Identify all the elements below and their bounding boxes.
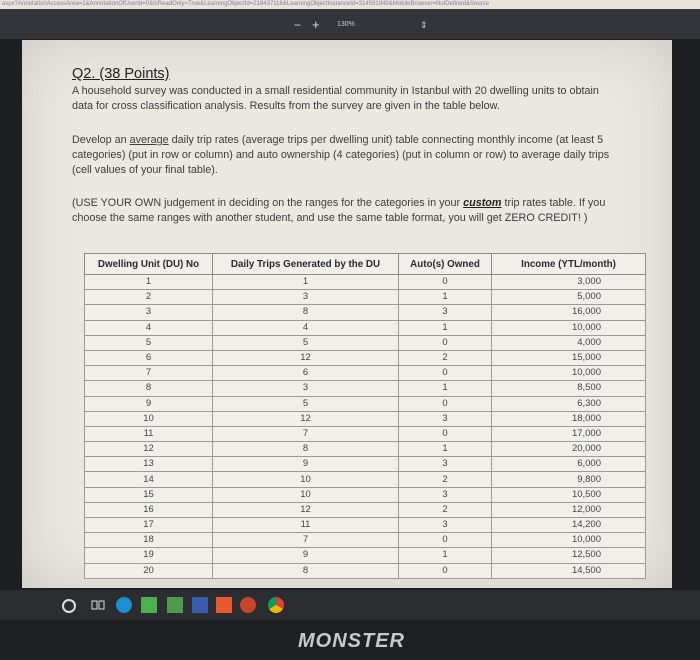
taskbar bbox=[0, 590, 700, 620]
cell-autos: 2 bbox=[399, 350, 492, 365]
table-row bbox=[85, 457, 646, 472]
files-icon[interactable] bbox=[167, 597, 183, 613]
cell-income: 12,000 bbox=[492, 502, 646, 517]
table-row bbox=[85, 305, 646, 320]
cell-du-no: 19 bbox=[85, 548, 213, 563]
cell-du-no: 3 bbox=[85, 305, 213, 320]
cell-du-no: 15 bbox=[85, 487, 213, 502]
note-text-emphasis: custom bbox=[463, 197, 502, 209]
edge-icon[interactable] bbox=[116, 597, 132, 613]
zoom-in-button[interactable]: + bbox=[312, 17, 320, 32]
cell-autos: 1 bbox=[399, 548, 492, 563]
cell-daily-trips: 9 bbox=[213, 457, 399, 472]
cell-du-no: 5 bbox=[85, 335, 213, 350]
table-row bbox=[85, 335, 646, 350]
cell-autos: 3 bbox=[399, 457, 492, 472]
cell-income: 15,000 bbox=[492, 350, 646, 365]
table-row bbox=[85, 502, 646, 517]
cell-du-no: 18 bbox=[85, 533, 213, 548]
cell-income: 10,000 bbox=[492, 366, 646, 381]
cell-daily-trips: 12 bbox=[213, 502, 399, 517]
cell-du-no: 16 bbox=[85, 502, 213, 517]
cell-daily-trips: 12 bbox=[213, 350, 399, 365]
start-icon[interactable] bbox=[62, 599, 76, 613]
header-income: Income (YTL/month) bbox=[492, 254, 646, 275]
cell-income: 10,000 bbox=[492, 320, 646, 335]
cell-du-no: 9 bbox=[85, 396, 213, 411]
cell-autos: 3 bbox=[399, 411, 492, 426]
table-header-row bbox=[85, 254, 646, 275]
cell-du-no: 20 bbox=[85, 563, 213, 578]
word-icon[interactable] bbox=[192, 597, 208, 613]
cell-income: 10,000 bbox=[492, 533, 646, 548]
cell-income: 4,000 bbox=[492, 335, 646, 350]
cell-income: 16,000 bbox=[492, 305, 646, 320]
cell-income: 20,000 bbox=[492, 442, 646, 457]
table-row bbox=[85, 548, 646, 563]
cell-income: 3,000 bbox=[492, 275, 646, 290]
cell-du-no: 14 bbox=[85, 472, 213, 487]
cell-daily-trips: 10 bbox=[213, 472, 399, 487]
table-row bbox=[85, 381, 646, 396]
cell-income: 6,000 bbox=[492, 457, 646, 472]
cell-daily-trips: 7 bbox=[213, 426, 399, 441]
cell-autos: 0 bbox=[399, 426, 492, 441]
cell-autos: 1 bbox=[399, 320, 492, 335]
cell-daily-trips: 9 bbox=[213, 548, 399, 563]
cell-autos: 0 bbox=[399, 335, 492, 350]
cell-autos: 1 bbox=[399, 290, 492, 305]
table-row bbox=[85, 320, 646, 335]
cell-du-no: 7 bbox=[85, 366, 213, 381]
task-paragraph bbox=[72, 133, 612, 178]
cell-daily-trips: 3 bbox=[213, 290, 399, 305]
cell-du-no: 12 bbox=[85, 442, 213, 457]
table-row bbox=[85, 290, 646, 305]
table-row bbox=[85, 411, 646, 426]
cell-autos: 3 bbox=[399, 305, 492, 320]
cell-du-no: 1 bbox=[85, 275, 213, 290]
cell-income: 6,300 bbox=[492, 396, 646, 411]
cell-daily-trips: 8 bbox=[213, 563, 399, 578]
question-title: Q2. (38 Points) bbox=[72, 66, 170, 82]
cell-autos: 2 bbox=[399, 472, 492, 487]
table-row bbox=[85, 563, 646, 578]
task-text-underlined: average bbox=[129, 134, 169, 146]
cell-autos: 0 bbox=[399, 396, 492, 411]
task-text-pre: Develop an bbox=[72, 134, 130, 146]
cell-income: 8,500 bbox=[492, 381, 646, 396]
document-page bbox=[22, 40, 672, 588]
cell-daily-trips: 12 bbox=[213, 411, 399, 426]
cell-autos: 0 bbox=[399, 275, 492, 290]
cell-daily-trips: 5 bbox=[213, 396, 399, 411]
cell-du-no: 17 bbox=[85, 518, 213, 533]
powerpoint-icon[interactable] bbox=[240, 597, 256, 613]
cell-daily-trips: 5 bbox=[213, 335, 399, 350]
address-bar[interactable]: aspx?AnnotationAccessArea=1&AnnotationOfUserId=0&IsReadOnly=True&LearningObjectId=218437116&LearningObjectInstanceId=314591949&MobileBrowser=NotDefined&Source bbox=[0, 0, 700, 9]
monitor-bezel bbox=[0, 620, 700, 660]
task-text-post: daily trip rates (average trips per dwelling unit) table connecting monthly income (at least 5 categories) (put in row or column) and auto ownership (4 categories) (put in column or row) to average daily trips (cell values of your final table). bbox=[72, 134, 610, 176]
cell-daily-trips: 6 bbox=[213, 366, 399, 381]
table-row bbox=[85, 275, 646, 290]
cell-income: 12,500 bbox=[492, 548, 646, 563]
table-row bbox=[85, 396, 646, 411]
task-view-icon[interactable] bbox=[90, 597, 106, 613]
cell-autos: 1 bbox=[399, 442, 492, 457]
table-row bbox=[85, 487, 646, 502]
cell-autos: 2 bbox=[399, 502, 492, 517]
cell-autos: 3 bbox=[399, 487, 492, 502]
header-daily-trips: Daily Trips Generated by the DU bbox=[213, 254, 399, 275]
pdf-toolbar bbox=[0, 9, 700, 39]
cell-daily-trips: 8 bbox=[213, 442, 399, 457]
zoom-out-button[interactable]: − bbox=[294, 18, 302, 32]
table-row bbox=[85, 350, 646, 365]
header-autos-owned: Auto(s) Owned bbox=[399, 254, 492, 275]
chrome-icon[interactable] bbox=[268, 597, 284, 613]
cell-income: 18,000 bbox=[492, 411, 646, 426]
cell-du-no: 13 bbox=[85, 457, 213, 472]
cell-autos: 3 bbox=[399, 518, 492, 533]
table-row bbox=[85, 442, 646, 457]
cell-du-no: 4 bbox=[85, 320, 213, 335]
intro-paragraph: A household survey was conducted in a small residential community in Istanbul with 20 dwelling units to obtain data for cross classification analysis. Results from the survey are given in the table below. bbox=[72, 85, 599, 112]
cell-income: 17,000 bbox=[492, 426, 646, 441]
fit-page-icon[interactable]: ⇕ bbox=[420, 20, 428, 30]
cell-du-no: 11 bbox=[85, 426, 213, 441]
brand-logo: MONSTER bbox=[298, 630, 405, 652]
cell-income: 10,500 bbox=[492, 487, 646, 502]
cell-autos: 0 bbox=[399, 533, 492, 548]
cell-autos: 0 bbox=[399, 366, 492, 381]
cell-daily-trips: 11 bbox=[213, 518, 399, 533]
cell-income: 14,500 bbox=[492, 563, 646, 578]
cell-autos: 0 bbox=[399, 563, 492, 578]
cell-income: 5,000 bbox=[492, 290, 646, 305]
zoom-level[interactable]: 130% bbox=[337, 21, 355, 28]
table-row bbox=[85, 472, 646, 487]
table-body bbox=[85, 275, 646, 579]
cell-daily-trips: 1 bbox=[213, 275, 399, 290]
cell-du-no: 2 bbox=[85, 290, 213, 305]
header-dwelling-unit: Dwelling Unit (DU) No bbox=[85, 254, 213, 275]
survey-table bbox=[84, 253, 646, 579]
cell-daily-trips: 4 bbox=[213, 320, 399, 335]
table-row bbox=[85, 533, 646, 548]
cell-daily-trips: 10 bbox=[213, 487, 399, 502]
cell-income: 14,200 bbox=[492, 518, 646, 533]
store-icon[interactable] bbox=[141, 597, 157, 613]
note-text-pre: (USE YOUR OWN judgement in deciding on the ranges for the categories in your bbox=[72, 197, 464, 209]
table-row bbox=[85, 366, 646, 381]
table-row bbox=[85, 518, 646, 533]
cell-income: 9,800 bbox=[492, 472, 646, 487]
note-paragraph bbox=[72, 196, 607, 226]
cell-du-no: 6 bbox=[85, 350, 213, 365]
cell-du-no: 8 bbox=[85, 381, 213, 396]
cell-daily-trips: 8 bbox=[213, 305, 399, 320]
office-icon[interactable] bbox=[216, 597, 232, 613]
cell-daily-trips: 3 bbox=[213, 381, 399, 396]
cell-autos: 1 bbox=[399, 381, 492, 396]
table-row bbox=[85, 426, 646, 441]
cell-daily-trips: 7 bbox=[213, 533, 399, 548]
cell-du-no: 10 bbox=[85, 411, 213, 426]
note-text-post: trip rates table. If you choose the same ranges with another student, and use the same table format, you will get ZERO CREDIT! ) bbox=[72, 197, 606, 224]
